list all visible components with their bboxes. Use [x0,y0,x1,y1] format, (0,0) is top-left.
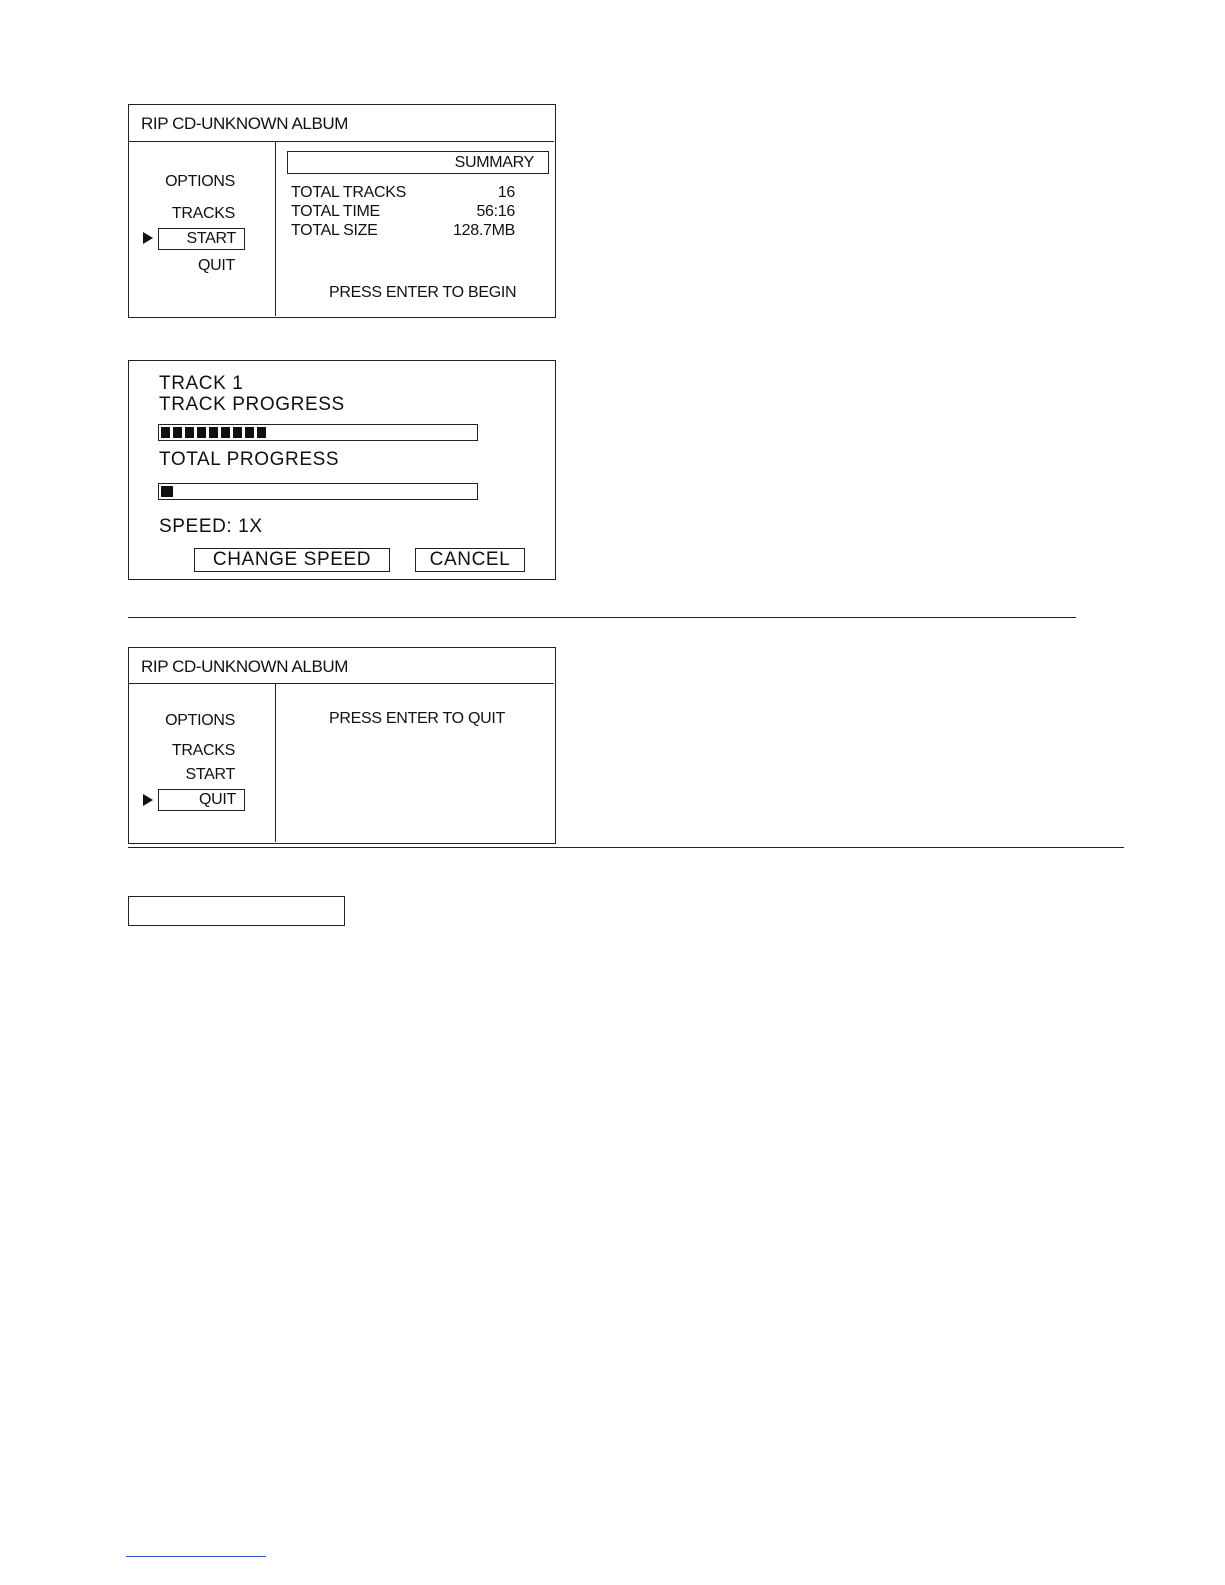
track-progress-segment [197,427,206,438]
selection-arrow-icon [143,232,153,244]
track-progress-segment [233,427,242,438]
menu-divider [275,683,276,842]
speed-label: SPEED: 1X [159,516,263,537]
menu-item-start[interactable]: START [158,228,245,250]
track-progress-segment [161,427,170,438]
summary-header-box [287,151,549,174]
title-divider [129,683,554,684]
menu-item-quit[interactable]: QUIT [197,257,235,274]
rip-cd-summary-screen [128,104,556,318]
section-divider-lower [128,847,1124,848]
title-divider [129,141,554,142]
track-progress-segment [245,427,254,438]
track-progress-segment [173,427,182,438]
screen-title: RIP CD-UNKNOWN ALBUM [141,657,349,676]
begin-prompt: PRESS ENTER TO BEGIN [329,284,517,301]
cancel-button[interactable]: CANCEL [415,548,525,572]
rip-cd-quit-screen [128,647,556,844]
total-progress-bar [158,483,478,500]
quit-prompt: PRESS ENTER TO QUIT [329,710,505,727]
change-speed-button[interactable]: CHANGE SPEED [194,548,390,572]
track-progress-segment [209,427,218,438]
summary-label-total-tracks: TOTAL TRACKS [291,184,406,201]
track-progress-label: TRACK PROGRESS [159,394,345,415]
menu-item-quit[interactable]: QUIT [158,789,245,811]
track-label: TRACK 1 [159,373,244,394]
summary-value-total-time: 56:16 [476,203,515,220]
menu-item-start[interactable]: START [185,766,235,783]
summary-header: SUMMARY [454,154,534,171]
total-progress-label: TOTAL PROGRESS [159,449,340,470]
summary-label-total-time: TOTAL TIME [291,203,380,220]
menu-item-options[interactable]: OPTIONS [165,173,235,190]
rip-progress-screen [128,360,556,580]
track-progress-segment [185,427,194,438]
summary-value-total-tracks: 16 [497,184,515,201]
empty-box [128,896,345,926]
section-divider [128,617,1076,618]
track-progress-segment [221,427,230,438]
menu-item-tracks[interactable]: TRACKS [171,742,235,759]
screen-title: RIP CD-UNKNOWN ALBUM [141,114,349,133]
track-progress-bar [158,424,478,441]
track-progress-segment [257,427,266,438]
menu-item-options[interactable]: OPTIONS [165,712,235,729]
summary-label-total-size: TOTAL SIZE [291,222,378,239]
selection-arrow-icon [143,794,153,806]
menu-divider [275,141,276,316]
footnote-rule [126,1556,266,1557]
menu-item-tracks[interactable]: TRACKS [171,205,235,222]
total-progress-segment [161,486,173,497]
summary-value-total-size: 128.7MB [453,222,515,239]
